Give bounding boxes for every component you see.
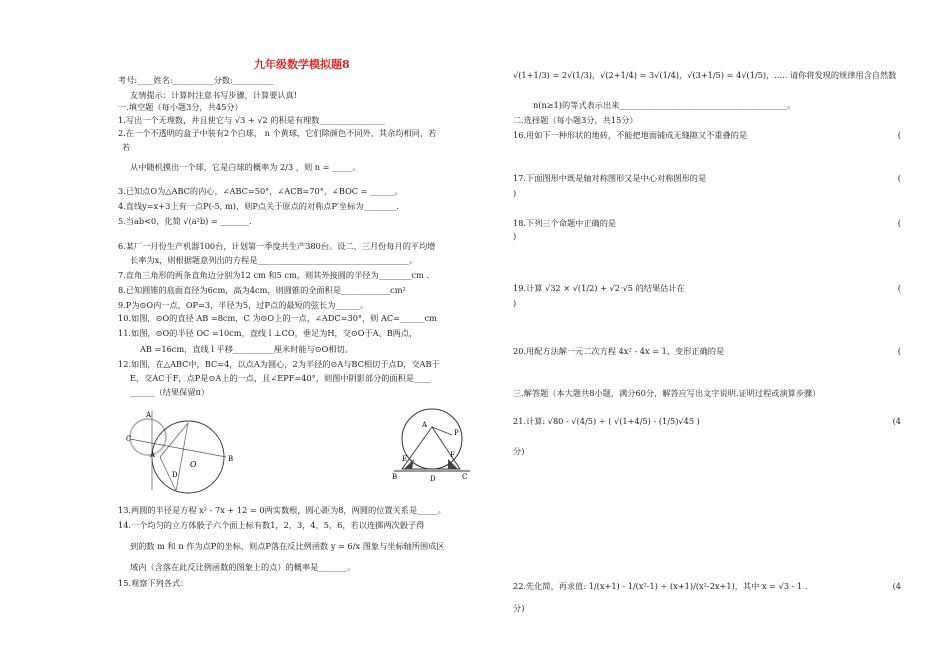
fig2-label-B: B: [392, 473, 398, 481]
q19-paren: (: [897, 283, 901, 293]
header-line: 考号:____姓名:__________分数:__________: [118, 75, 274, 85]
main-circle-shape: [152, 421, 224, 493]
figure-circle-chords: [126, 405, 256, 495]
question-15-answer: n(n≥1)的等式表示出来_________________________________________。: [533, 100, 796, 110]
question-14-cont: 到的数 m 和 n 作为点P的坐标，则点P落在反比例函数 y = 6/x 图象与坐标轴所围成区: [130, 541, 445, 551]
question-3: 3.已知点O为△ABC的内心，∠ABC=50°，∠ACB=70°，∠BOC = ______。: [118, 186, 403, 196]
question-19-text: 19.计算 √32 × √(1/2) + √2·√5 的结果估计在: [513, 283, 685, 293]
q22-score: (4: [892, 581, 901, 591]
question-13: 13.两圆的半径是方程 x² - 7x + 12 = 0两实数根，圆心距为8，两圆的位置关系是_____。: [118, 505, 446, 515]
question-6: 6.某厂一月份生产机器100台，计划第一季度共生产380台。设二，三月份每月的平均增: [118, 241, 436, 251]
q16-paren: (: [897, 130, 901, 140]
section-3-heading: 三.解答题（本大题共8小题，满分60分，解答应写出文字说明.证明过程或演算步骤）: [513, 388, 821, 398]
question-12: 12.如图，在△ABC中，BC=4，以点A为圆心，2为半径的⊙A与BC相切于点D，交AB于: [118, 359, 440, 369]
question-2-cont: 若: [122, 142, 131, 152]
circle-A-shape: [402, 409, 462, 469]
question-14-cont2: 域内（含落在此反比例函数的图象上的点）的概率是_______。: [130, 562, 356, 572]
question-9: 9.P为⊙O内一点，OP=3，半径为5，过P点的最短的弦长为______。: [118, 300, 369, 310]
fig2-label-E: E: [402, 455, 408, 463]
fig1-label-C: C: [126, 435, 132, 443]
question-7: 7.直角三角形的两条直角边分别为12 cm 和5 cm，则其外接圆的半径为________cm .: [118, 270, 429, 280]
fig1-label-A2: A: [150, 451, 156, 459]
tip-line: 友情提示：计算时注意书写步骤，计算要认真!: [130, 90, 298, 100]
question-22: [513, 581, 905, 591]
fig2-label-A: A: [422, 421, 428, 429]
chord-3-shape: [176, 423, 188, 491]
fig2-label-D: D: [430, 475, 436, 483]
question-11-cont: AB =16cm，直线 l 平移__________厘米时能与⊙O相切。: [140, 344, 353, 354]
question-21-text: 21.计算: √80 - √(4/5) ÷ ( √(1+4/5) - (1/5)√45 ): [513, 416, 700, 426]
q18-close: ): [513, 231, 517, 241]
question-18: [513, 218, 905, 228]
question-16-text: 16.用如下一种形状的地砖，不能把地面铺成无缝隙又不重叠的是: [513, 130, 748, 140]
question-21: [513, 416, 905, 426]
question-11: 11.如图，⊙O的半径 OC =10cm，直线 l ⊥CO，垂足为H，交⊙O于A、B两点，: [118, 328, 418, 338]
q17-close: ): [513, 188, 517, 198]
fig1-label-A: A: [146, 411, 152, 419]
question-10: 10.如图，⊙O的直径 AB =8cm，C 为⊙O上的一点，∠ADC=30°，则 AC=______cm: [118, 313, 437, 323]
question-5: 5.当ab<0，化简 √(a²b) = _______.: [118, 216, 252, 226]
question-6-cont: 长率为x，则根据题意列出的方程是_____________________________________。: [130, 255, 418, 265]
small-circle-shape: [130, 419, 166, 455]
question-18-text: 18.下列三个命题中正确的是: [513, 218, 617, 228]
fig1-label-D: D: [172, 471, 178, 479]
fig2-label-F: F: [450, 451, 455, 459]
fig2-label-P: P: [454, 429, 459, 437]
figure-tangent-circle: [390, 405, 480, 485]
question-1: 1.写出一个无理数，并且使它与 √3 + √2 的积是有理数________________: [118, 115, 385, 125]
question-14: 14.一个均匀的立方体骰子六个面上标有数1，2，3，4，5，6，若以连掷两次骰子得: [118, 520, 425, 530]
section-2-heading: 二.选择题（每小题3分，共15分）: [513, 115, 638, 125]
question-12-cont2: ______（结果保留π）: [130, 387, 210, 397]
question-8: 8.已知圆锥的底面直径为6cm，高为4cm，则圆锥的全面积是____________cm²: [118, 285, 406, 295]
question-20-text: 20.用配方法解一元二次方程 4x² - 4x = 1，变形正确的是: [513, 346, 725, 356]
q20-paren: (: [897, 346, 901, 356]
fig1-label-O: O: [190, 460, 197, 469]
fig2-label-C: C: [462, 473, 468, 481]
question-2: 2.在一个不透明的盒子中装有2个白球， n 个黄球，它们除颜色不同外，其余均相同，若: [118, 128, 437, 138]
section-1-heading: 一.填空题（每小题3分，共45分）: [118, 102, 243, 112]
question-4: 4.直线y=x+3上有一点P(-5, m)，则P点关于原点的对称点P′坐标为________.: [118, 201, 399, 211]
question-19: [513, 283, 905, 293]
question-15-pattern: √(1+1/3) = 2√(1/3)，√(2+1/4) = 3√(1/4)，√(3+1/5) = 4√(1/5)，..... 请你将发现的规律用含自然数: [513, 70, 897, 80]
question-22-text: 22.先化简，再求值: 1/(x+1) - 1/(x²-1) ÷ (x+1)/(x²-2x+1)，其中 x = √3 - 1 .: [513, 581, 808, 591]
question-16: [513, 130, 905, 140]
q22-score-cont: 分): [513, 603, 525, 613]
q19-close: ): [513, 298, 517, 308]
question-12-cont: E，交AC于F，点P是⊙A上的一点，且∠EPF=40°，则图中阴影部分的面积是____: [130, 373, 431, 383]
page-title: 九年级数学模拟题8: [254, 58, 350, 71]
q21-score-cont: 分): [513, 446, 525, 456]
question-2-line2: 从中随机摸出一个球，它是白球的概率为 2/3 ，则 n = _____。: [130, 162, 361, 172]
question-15: 15.观察下列各式：: [118, 578, 189, 588]
fig1-label-B: B: [228, 455, 234, 463]
question-20: [513, 346, 905, 356]
question-17: [513, 173, 905, 183]
q18-paren: (: [897, 218, 901, 228]
q17-paren: (: [897, 173, 901, 183]
question-17-text: 17.下面图形中既是轴对称图形又是中心对称图形的是: [513, 173, 707, 183]
q21-score: (4: [892, 416, 901, 426]
